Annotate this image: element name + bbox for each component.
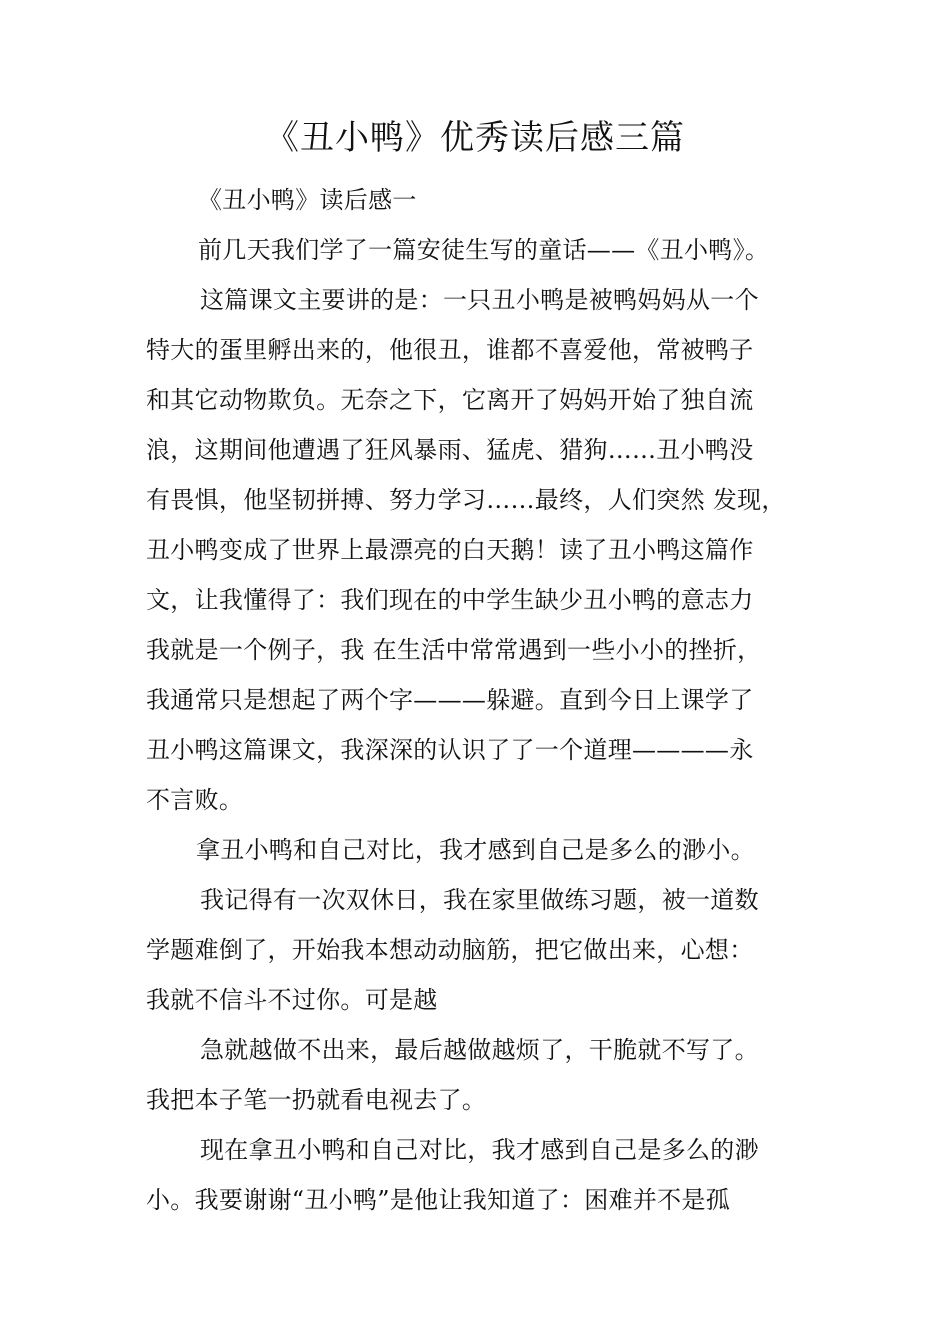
paragraph-line: 我通常只是想起了两个字———躲避。直到今日上课学了 — [146, 686, 754, 714]
paragraph-line: 我就是一个例子，我 在生活中常常遇到一些小小的挫折， — [146, 636, 762, 664]
document-title: 《丑小鸭》优秀读后感三篇 — [265, 118, 685, 158]
paragraph-line: 特大的蛋里孵出来的，他很丑，谁都不喜爱他，常被鸭子 — [146, 336, 754, 364]
paragraph-line: 这篇课文主要讲的是：一只丑小鸭是被鸭妈妈从一个 — [200, 286, 759, 314]
paragraph-line: 和其它动物欺负。无奈之下，它离开了妈妈开始了独自流 — [146, 386, 754, 414]
paragraph-line: 我把本子笔一扔就看电视去了。 — [146, 1086, 487, 1114]
paragraph-line: 浪，这期间他遭遇了狂风暴雨、猛虎、猎狗……丑小鸭没 — [146, 436, 754, 464]
paragraph-line: 有畏惧，他坚韧拼搏、努力学习……最终，人们突然 发现， — [146, 486, 786, 514]
paragraph-line: 现在拿丑小鸭和自己对比，我才感到自己是多么的渺 — [200, 1136, 759, 1164]
paragraph-line: 我就不信斗不过你。可是越 — [146, 986, 438, 1014]
paragraph-line: 急就越做不出来，最后越做越烦了，干脆就不写了。 — [200, 1036, 759, 1064]
paragraph-line: 丑小鸭这篇课文，我深深的认识了了一个道理————永 — [146, 736, 754, 764]
paragraph-line: 小。我要谢谢“丑小鸭”是他让我知道了：困难并不是孤 — [146, 1186, 731, 1214]
paragraph-line: 我记得有一次双休日，我在家里做练习题，被一道数 — [200, 886, 759, 914]
paragraph-line: 不言败。 — [146, 786, 244, 814]
subtitle-line: 《丑小鸭》读后感一 — [198, 186, 417, 214]
paragraph-line: 前几天我们学了一篇安徒生写的童话——《丑小鸭》。 — [198, 236, 770, 264]
paragraph-line: 文，让我懂得了：我们现在的中学生缺少丑小鸭的意志力 — [146, 586, 754, 614]
paragraph-line: 拿丑小鸭和自己对比，我才感到自己是多么的渺小。 — [196, 836, 755, 864]
paragraph-line: 丑小鸭变成了世界上最漂亮的白天鹅！读了丑小鸭这篇作 — [146, 536, 754, 564]
paragraph-line: 学题难倒了，开始我本想动动脑筋，把它做出来，心想： — [146, 936, 754, 964]
